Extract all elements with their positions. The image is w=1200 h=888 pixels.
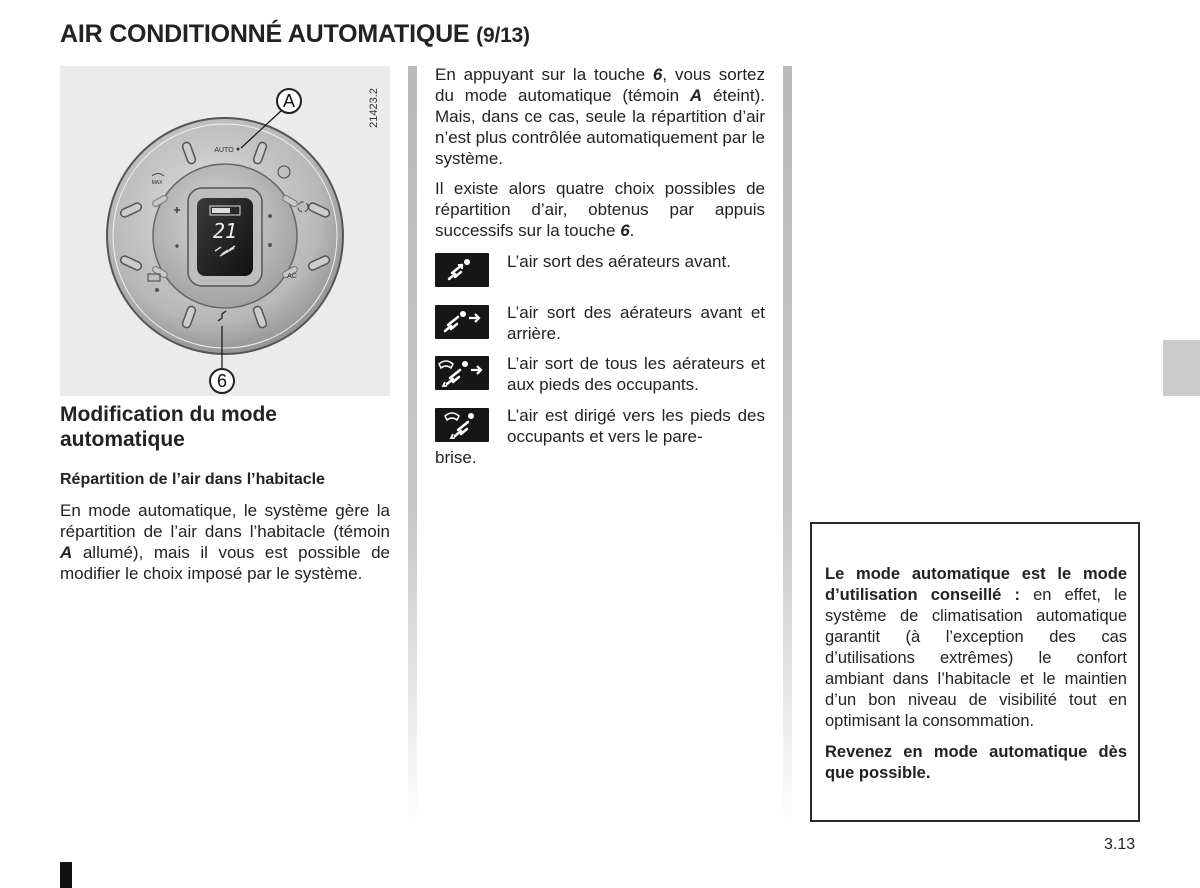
chapter-edge-tab — [1163, 340, 1200, 396]
ac-label: AC — [287, 273, 297, 280]
page-title — [60, 20, 530, 49]
manual-mode-paragraph: En appuyant sur la touche 6, vous sortez du mode automatique (témoin A éteint). Mais, dans ce cas, seule la répartition d’air n’est plus contrôlée automatiquement par le système. — [435, 65, 766, 168]
advice-recommendation: Revenez en mode automatique dès que possible. — [825, 743, 1127, 782]
page-number: 3.13 — [1104, 836, 1136, 853]
front-vents-icon — [435, 253, 489, 287]
mode-4-text-tail: brise. — [435, 448, 477, 467]
max-label: MAX — [151, 180, 163, 186]
feet-windscreen-icon — [435, 408, 489, 442]
column-divider-left — [408, 66, 417, 826]
callout-6: 6 — [209, 368, 235, 394]
section-title: Modification du mode automatique — [60, 403, 277, 451]
mode-2-text: L’air sort des aérateurs avant et arrière. — [507, 303, 765, 343]
advice-paragraph: Le mode automatique est le mode d’utilisation conseillé : en effet, le système de climatisation automatique garantit (à l’exception des cas d’utilisations extrêmes) le confort ambiant dans l’habitacle et le maintien d’un bon niveau de visibilité tout en optimisant la consommation. — [825, 565, 1128, 730]
page-indicator: (9/13) — [476, 24, 530, 47]
title-text: AIR CONDITIONNÉ AUTOMATIQUE — [60, 20, 470, 48]
display-temp: 21 — [212, 219, 238, 243]
mode-1-text: L’air sort des aérateurs avant. — [507, 252, 731, 271]
choices-paragraph: Il existe alors quatre choix possibles de répartition d’air, obtenus par appuis successifs sur la touche 6. — [435, 179, 765, 240]
climate-control-illustration — [60, 66, 390, 396]
corner-mark — [60, 862, 72, 888]
mode-3-text: L’air sort de tous les aérateurs et aux pieds des occupants. — [507, 354, 765, 394]
figure-reference-number: 21423.2 — [368, 88, 380, 128]
mode-4-text: L’air est dirigé vers les pieds des occupants et vers le pare- — [507, 406, 765, 446]
front-rear-vents-icon — [435, 305, 489, 339]
callout-a: A — [276, 88, 302, 114]
intro-paragraph: En mode automatique, le système gère la répartition de l’air dans l’habitacle (témoin A allumé), mais il vous est possible de modifier le choix imposé par le système. — [60, 501, 390, 583]
column-divider-right — [783, 66, 792, 826]
subsection-title: Répartition de l’air dans l’habitacle — [60, 471, 325, 488]
climate-panel-figure — [60, 66, 390, 396]
all-vents-feet-icon — [435, 356, 489, 390]
auto-label: AUTO — [214, 147, 234, 154]
advice-box — [810, 522, 1140, 822]
